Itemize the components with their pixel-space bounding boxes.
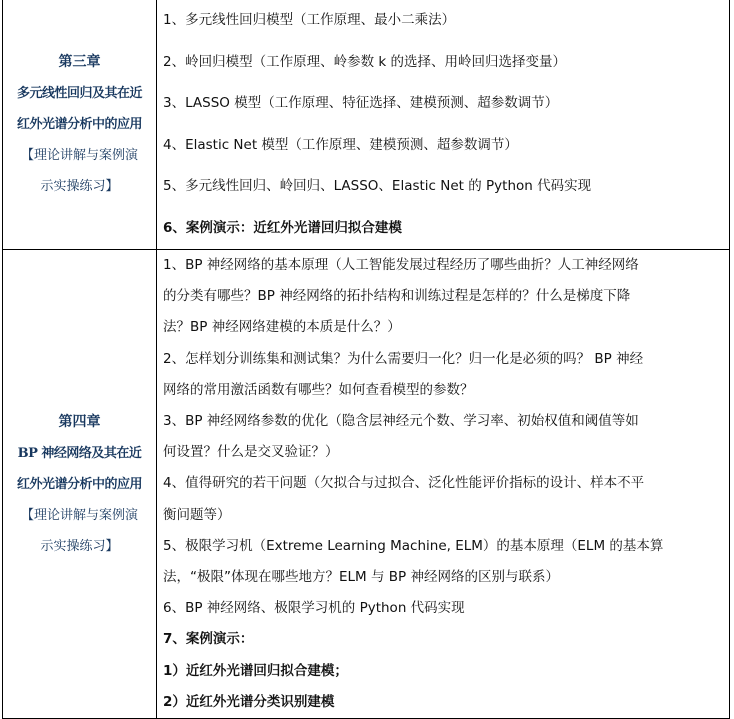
chapter-4-subtitle-line-1: BP 神经网络及其在近	[17, 445, 142, 461]
chapter-4-line-1: 1、BP 神经网络的基本原理（人工智能发展过程经历了哪些曲折？人工神经网络	[163, 257, 639, 273]
table-row-chapter-3	[3, 0, 730, 250]
chapter-4-content-cell	[157, 250, 730, 719]
syllabus-table	[2, 0, 730, 719]
chapter-3-note-line-2: 示实操练习】	[40, 179, 119, 194]
chapter-4-title: 第四章	[58, 413, 101, 430]
chapter-3-item-6: 6、案例演示：近红外光谱回归拟合建模	[163, 219, 402, 236]
chapter-3-heading-cell	[3, 0, 157, 250]
chapter-4-line-8: 4、值得研究的若干问题（欠拟合与过拟合、泛化性能评价指标的设计、样本不平	[163, 475, 645, 492]
chapter-3-subtitle-line-2: 红外光谱分析中的应用	[16, 117, 142, 132]
chapter-4-note-line-2: 示实操练习】	[40, 538, 119, 554]
chapter-4-line-12: 6、BP 神经网络、极限学习机的 Python 代码实现	[163, 600, 465, 617]
chapter-4-line-5: 网络的常用激活函数有哪些？如何查看模型的参数？	[163, 381, 474, 398]
chapter-3-title: 第三章	[58, 54, 101, 70]
chapter-4-note-line-1: 【理论讲解与案例演	[20, 507, 138, 523]
chapter-4-line-2: 的分类有哪些？BP 神经网络的拓扑结构和训练过程是怎样的？什么是梯度下降	[163, 288, 631, 305]
chapter-4-line-6: 3、BP 神经网络参数的优化（隐含层神经元个数、学习率、初始权值和阈值等如	[163, 413, 639, 430]
chapter-3-item-1: 1、多元线性回归模型（工作原理、最小二乘法）	[163, 12, 456, 28]
chapter-3-item-4: 4、Elastic Net 模型（工作原理、建模预测、超参数调节）	[163, 136, 518, 153]
chapter-4-line-15: 2）近红外光谱分类识别建模	[163, 693, 335, 710]
chapter-4-line-11: 法，“极限”体现在哪些地方？ELM 与 BP 神经网络的区别与联系）	[163, 569, 559, 586]
chapter-4-line-9: 衡问题等）	[163, 506, 231, 523]
chapter-3-content-cell	[157, 0, 730, 250]
table-row-chapter-4	[3, 250, 730, 719]
chapter-4-line-3: 法？BP 神经网络建模的本质是什么？）	[163, 319, 401, 336]
chapter-4-heading-cell	[3, 250, 157, 719]
chapter-3-subtitle-line-1: 多元线性回归及其在近	[16, 86, 142, 101]
chapter-3-item-2: 2、岭回归模型（工作原理、岭参数 k 的选择、用岭回归选择变量）	[163, 53, 566, 70]
chapter-4-line-13: 7、案例演示：	[163, 631, 254, 648]
chapter-3-item-5: 5、多元线性回归、岭回归、LASSO、Elastic Net 的 Python 代码实现	[163, 178, 592, 194]
chapter-4-line-10: 5、极限学习机（Extreme Learning Machine, ELM）的基本原理（ELM 的基本算	[163, 537, 664, 554]
chapter-3-note-line-1: 【理论讲解与案例演	[20, 148, 138, 163]
chapter-4-line-14: 1）近红外光谱回归拟合建模；	[163, 662, 348, 679]
chapter-4-line-7: 何设置？什么是交叉验证？）	[163, 444, 339, 461]
chapter-4-subtitle-line-2: 红外光谱分析中的应用	[16, 476, 142, 492]
chapter-3-item-3: 3、LASSO 模型（工作原理、特征选择、建模预测、超参数调节）	[163, 95, 559, 111]
chapter-4-line-4: 2、怎样划分训练集和测试集？为什么需要归一化？归一化是必须的吗？ BP 神经	[163, 350, 644, 367]
